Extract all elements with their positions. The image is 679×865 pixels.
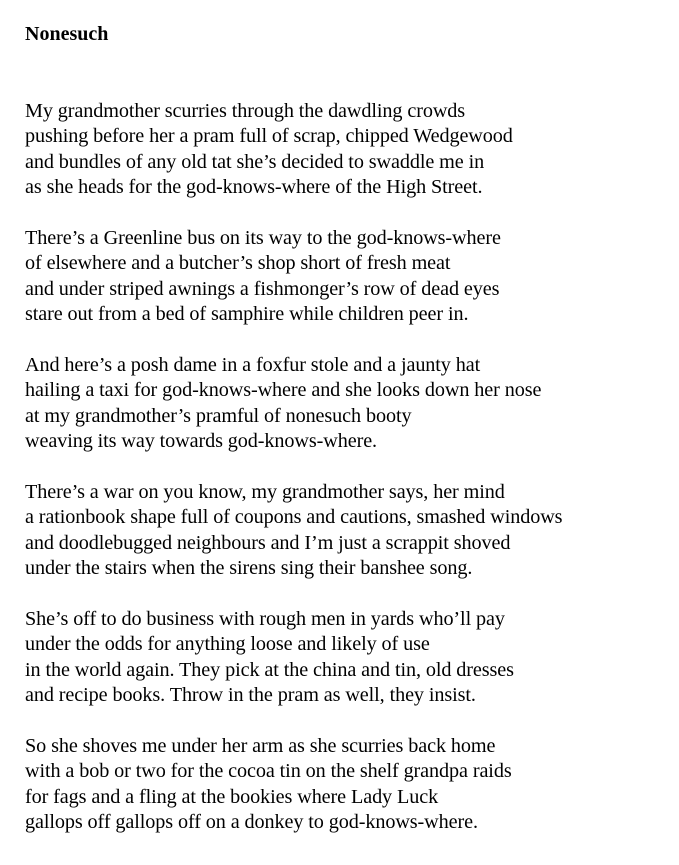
poem-line: hailing a taxi for god-knows-where and she looks down her nose <box>25 379 542 402</box>
poem-line: There’s a Greenline bus on its way to the god-knows-where <box>25 227 501 250</box>
poem-line: and doodlebugged neighbours and I’m just a scrappit shoved <box>25 531 511 554</box>
stanza-6 <box>25 734 675 836</box>
poem-line: as she heads for the god-knows-where of the High Street. <box>25 176 483 199</box>
poem-line: a rationbook shape full of coupons and cautions, smashed windows <box>25 506 563 529</box>
poem-line: So she shoves me under her arm as she scurries back home <box>25 735 496 758</box>
poem-line: and under striped awnings a fishmonger’s row of dead eyes <box>25 277 500 300</box>
poem-line: in the world again. They pick at the china and tin, old dresses <box>25 658 514 681</box>
poem-line: stare out from a bed of samphire while children peer in. <box>25 303 469 326</box>
poem-line: gallops off gallops off on a donkey to god-knows-where. <box>25 811 478 834</box>
stanza-4 <box>25 480 675 582</box>
stanza-5 <box>25 607 675 709</box>
poem-line: and recipe books. Throw in the pram as well, they insist. <box>25 684 476 707</box>
poem-line: with a bob or two for the cocoa tin on the shelf grandpa raids <box>25 760 512 783</box>
poem-line: of elsewhere and a butcher’s shop short of fresh meat <box>25 252 451 275</box>
poem-line: And here’s a posh dame in a foxfur stole and a jaunty hat <box>25 354 481 377</box>
poem-line: pushing before her a pram full of scrap, chipped Wedgewood <box>25 125 513 148</box>
stanza-2 <box>25 226 675 328</box>
poem-line: for fags and a fling at the bookies where Lady Luck <box>25 785 439 808</box>
stanza-1 <box>25 99 675 201</box>
poem-line: under the odds for anything loose and likely of use <box>25 633 430 656</box>
stanza-3 <box>25 353 675 455</box>
poem-line: at my grandmother’s pramful of nonesuch booty <box>25 404 412 427</box>
poem-line: and bundles of any old tat she’s decided to swaddle me in <box>25 150 485 173</box>
poem-line: There’s a war on you know, my grandmother says, her mind <box>25 481 505 504</box>
poem-line: weaving its way towards god-knows-where. <box>25 430 378 453</box>
poem-body <box>25 99 675 861</box>
poem-line: She’s off to do business with rough men in yards who’ll pay <box>25 608 505 631</box>
poem-title: Nonesuch <box>25 23 109 45</box>
poem-line: My grandmother scurries through the dawdling crowds <box>25 100 466 122</box>
poem-line: under the stairs when the sirens sing their banshee song. <box>25 557 473 580</box>
